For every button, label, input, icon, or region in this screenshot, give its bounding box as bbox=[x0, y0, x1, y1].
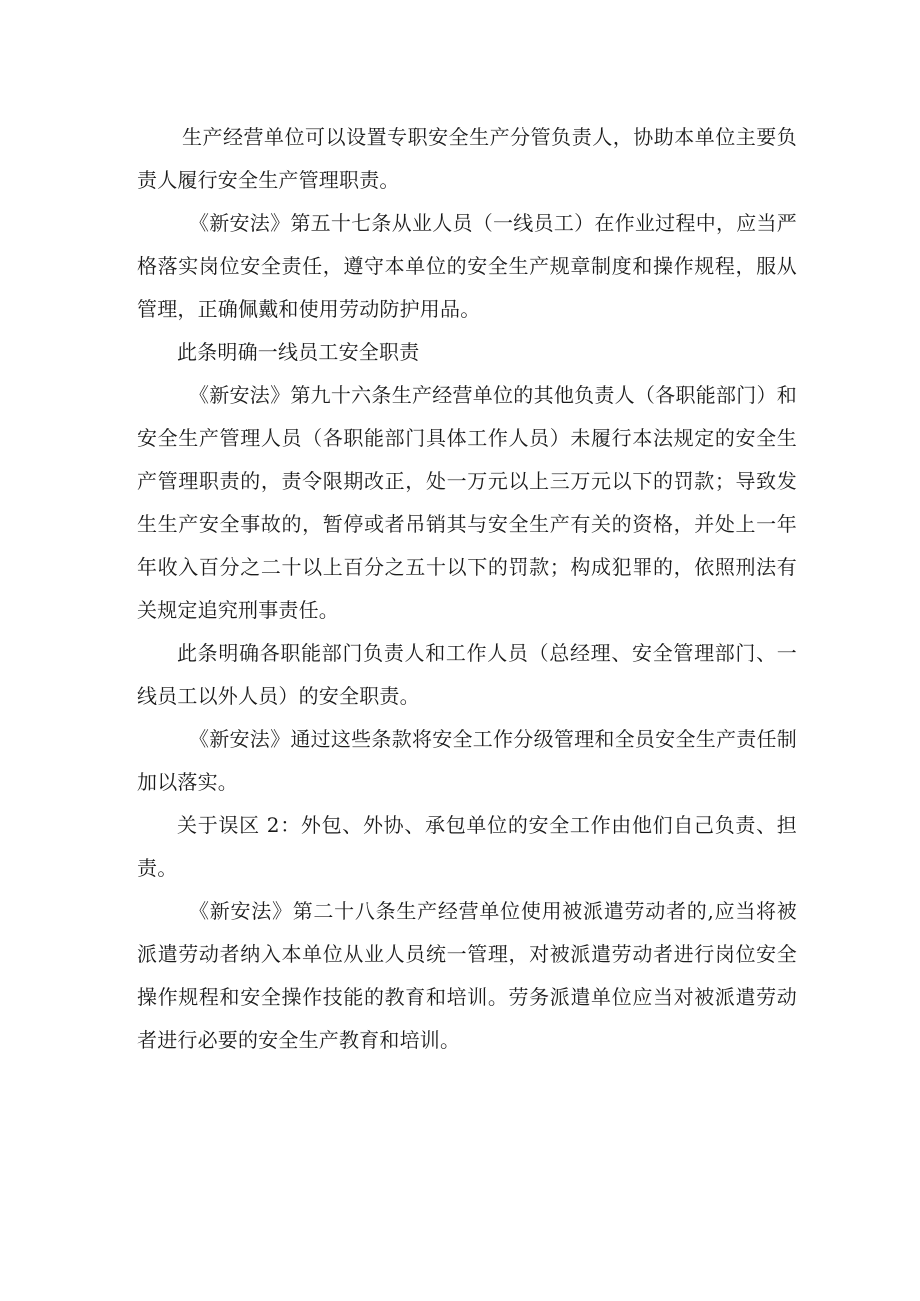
paragraph: 《新安法》第二十八条生产经营单位使用被派遣劳动者的,应当将被派遣劳动者纳入本单位从业人员统一管理，对被派遣劳动者进行岗位安全操作规程和安全操作技能的教育和培训。劳务派遣单位应当对被派遣劳动者进行必要的安全生产教育和培训。 bbox=[137, 899, 797, 1052]
document-body bbox=[137, 116, 797, 1062]
paragraph: 《新安法》通过这些条款将安全工作分级管理和全员安全生产责任制加以落实。 bbox=[137, 727, 797, 794]
paragraph: 《新安法》第九十六条生产经营单位的其他负责人（各职能部门）和安全生产管理人员（各职能部门具体工作人员）未履行本法规定的安全生产管理职责的，责令限期改正，处一万元以上三万元以下的罚款；导致发生生产安全事故的，暂停或者吊销其与安全生产有关的资格，并处上一年年收入百分之二十以上百分之五十以下的罚款；构成犯罪的，依照刑法有关规定追究刑事责任。 bbox=[137, 383, 797, 622]
paragraph: 此条明确各职能部门负责人和工作人员（总经理、安全管理部门、一线员工以外人员）的安全职责。 bbox=[137, 641, 797, 708]
paragraph: 《新安法》第五十七条从业人员（一线员工）在作业过程中，应当严格落实岗位安全责任，遵守本单位的安全生产规章制度和操作规程，服从管理，正确佩戴和使用劳动防护用品。 bbox=[137, 211, 797, 321]
paragraph: 关于误区 2：外包、外协、承包单位的安全工作由他们自己负责、担责。 bbox=[137, 813, 797, 880]
paragraph: 此条明确一线员工安全职责 bbox=[177, 340, 420, 364]
paragraph: 生产经营单位可以设置专职安全生产分管负责人，协助本单位主要负责人履行安全生产管理职责。 bbox=[137, 125, 797, 192]
